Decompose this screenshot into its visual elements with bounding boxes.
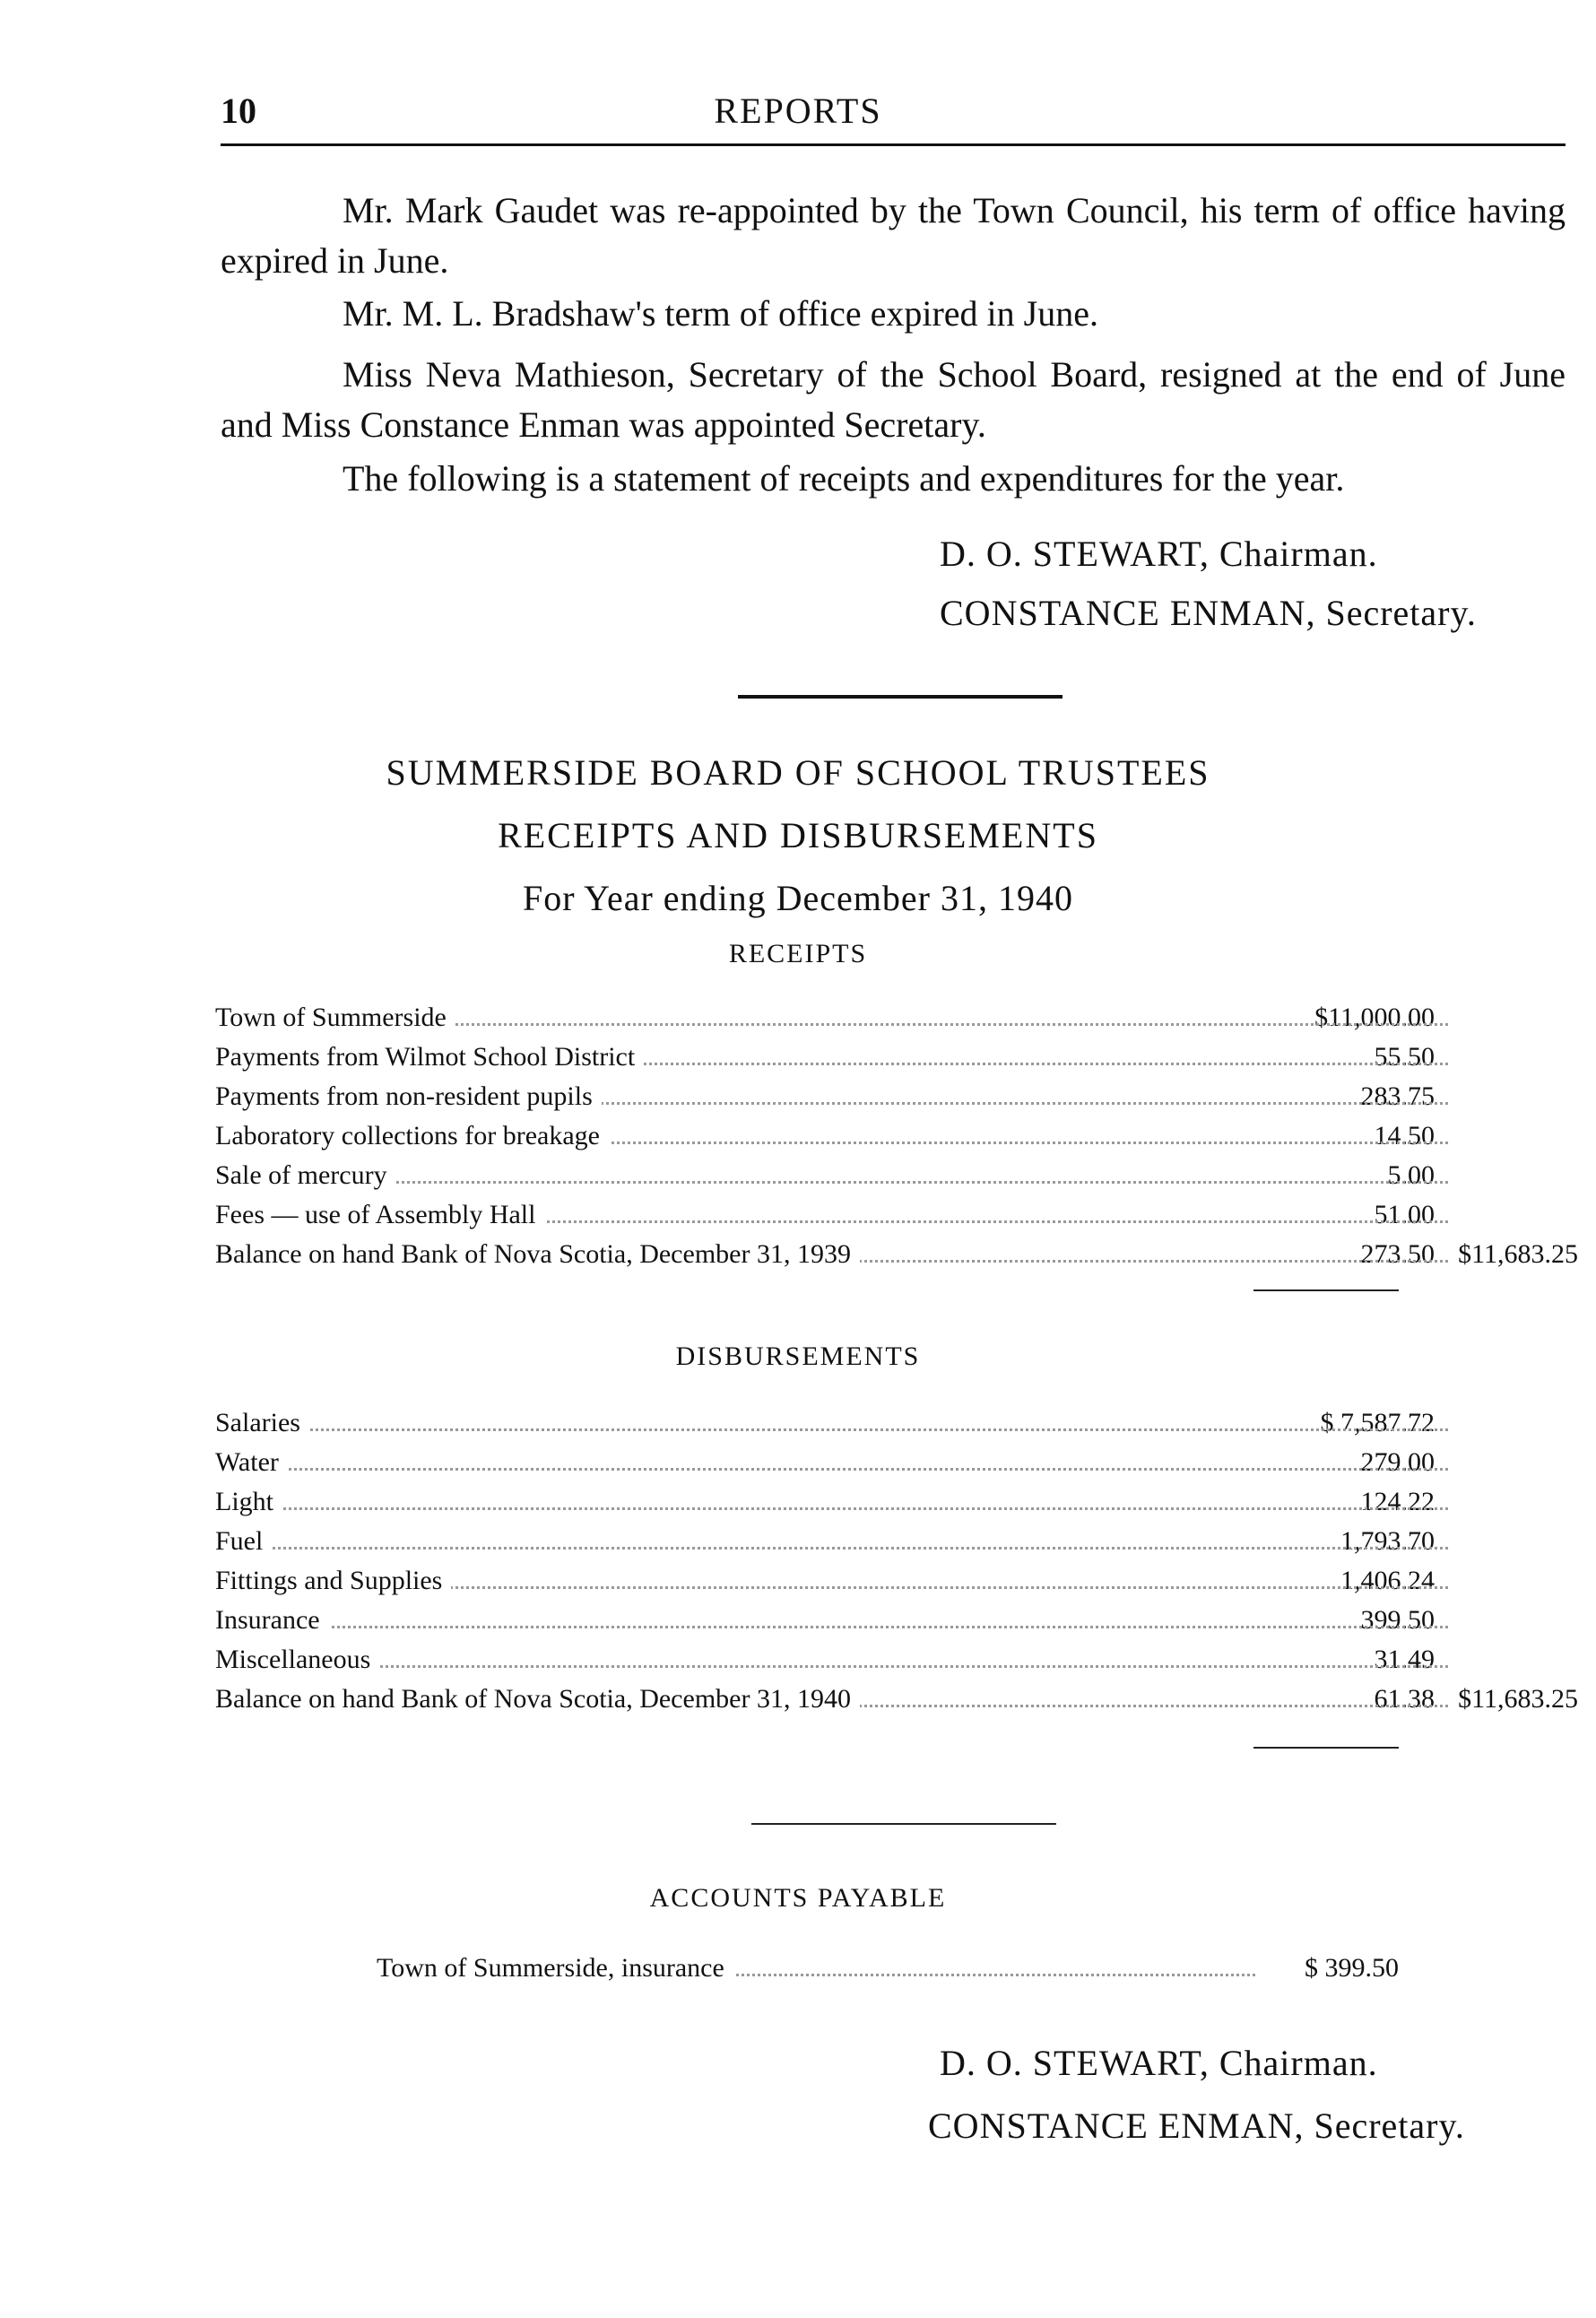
accounts-payable-row xyxy=(377,1953,1399,1992)
signature-secretary: CONSTANCE ENMAN, Secretary. xyxy=(940,593,1477,633)
statement-title: SUMMERSIDE BOARD OF SCHOOL TRUSTEES xyxy=(386,752,1210,793)
row-amount: 273.50 xyxy=(1360,1239,1435,1269)
page-number: 10 xyxy=(221,91,256,131)
dot-leader xyxy=(224,1626,1448,1628)
closing-signature-chairman: D. O. STEWART, Chairman. xyxy=(940,2043,1378,2083)
statement-period: For Year ending December 31, 1940 xyxy=(523,878,1073,918)
row-label: Fees — use of Assembly Hall xyxy=(215,1200,544,1230)
row-label: Insurance xyxy=(215,1605,329,1636)
paragraph-text: Miss Neva Mathieson, Secretary of the School Board, resigned at the end of June and Miss Constance Enman was appointed Secretary. xyxy=(221,354,1566,445)
disbursements-sum-rule xyxy=(1253,1747,1399,1749)
dot-leader xyxy=(224,1507,1448,1510)
row-label: Water xyxy=(215,1447,288,1478)
table-row xyxy=(215,1200,1578,1239)
header-rule xyxy=(221,143,1566,146)
receipts-sum-rule xyxy=(1253,1289,1399,1291)
row-total: $11,683.25 xyxy=(1458,1239,1578,1269)
table-row xyxy=(215,1042,1578,1081)
row-amount: 51.00 xyxy=(1374,1200,1435,1229)
table-row xyxy=(215,1487,1578,1526)
row-label: Miscellaneous xyxy=(215,1645,379,1675)
row-label: Balance on hand Bank of Nova Scotia, December 31, 1939 xyxy=(215,1239,860,1270)
dot-leader xyxy=(224,1665,1448,1668)
row-label: Light xyxy=(215,1487,282,1517)
row-label: Town of Summerside, insurance xyxy=(377,1953,733,1984)
table-row xyxy=(215,1605,1578,1645)
closing-signature-secretary: CONSTANCE ENMAN, Secretary. xyxy=(928,2105,1465,2146)
disbursements-heading: DISBURSEMENTS xyxy=(675,1341,921,1371)
row-amount: $ 7,587.72 xyxy=(1320,1408,1435,1437)
dot-leader xyxy=(224,1428,1448,1431)
receipts-heading: RECEIPTS xyxy=(728,939,868,968)
accounts-payable-heading: ACCOUNTS PAYABLE xyxy=(649,1883,947,1913)
dot-leader xyxy=(224,1468,1448,1471)
row-amount: 399.50 xyxy=(1360,1605,1435,1635)
table-row xyxy=(215,1239,1578,1279)
section-divider-2 xyxy=(751,1823,1056,1825)
section-divider xyxy=(738,695,1063,699)
table-row xyxy=(215,1160,1578,1200)
table-row xyxy=(215,1121,1578,1160)
dot-leader xyxy=(224,1181,1448,1184)
row-amount: 283.75 xyxy=(1360,1081,1435,1111)
row-amount: 61.38 xyxy=(1374,1684,1435,1714)
row-amount: 14.50 xyxy=(1374,1121,1435,1150)
row-label: Fuel xyxy=(215,1526,272,1557)
signature-chairman: D. O. STEWART, Chairman. xyxy=(940,534,1378,574)
row-label: Fittings and Supplies xyxy=(215,1566,451,1596)
table-row xyxy=(215,1566,1578,1605)
table-row xyxy=(215,1081,1578,1121)
row-label: Laboratory collections for breakage xyxy=(215,1121,609,1151)
table-row xyxy=(215,1408,1578,1447)
table-row xyxy=(215,1003,1578,1042)
row-amount: 31.49 xyxy=(1374,1645,1435,1674)
row-label: Town of Summerside xyxy=(215,1003,455,1033)
row-label: Payments from non-resident pupils xyxy=(215,1081,602,1112)
row-amount: 1,793.70 xyxy=(1340,1526,1435,1556)
row-amount: $ 399.50 xyxy=(1305,1953,1399,1983)
row-amount: 1,406.24 xyxy=(1340,1566,1435,1595)
row-amount: 55.50 xyxy=(1374,1042,1435,1072)
paragraph-text: Mr. M. L. Bradshaw's term of office expired in June. xyxy=(343,293,1098,334)
table-row xyxy=(215,1447,1578,1487)
row-total: $11,683.25 xyxy=(1458,1684,1578,1714)
table-row xyxy=(215,1526,1578,1566)
paragraph-statement-intro xyxy=(221,454,1566,504)
row-label: Balance on hand Bank of Nova Scotia, December 31, 1940 xyxy=(215,1684,860,1715)
table-row xyxy=(215,1645,1578,1684)
dot-leader xyxy=(224,1547,1448,1550)
paragraph-bradshaw xyxy=(221,289,1566,339)
row-amount: 279.00 xyxy=(1360,1447,1435,1477)
row-label: Salaries xyxy=(215,1408,309,1438)
row-amount: $11,000.00 xyxy=(1314,1003,1435,1032)
paragraph-text: Mr. Mark Gaudet was re-appointed by the Town Council, his term of office having expired in June. xyxy=(221,190,1566,281)
paragraph-gaudet xyxy=(221,186,1566,286)
row-amount: 124.22 xyxy=(1360,1487,1435,1516)
statement-subtitle: RECEIPTS AND DISBURSEMENTS xyxy=(498,815,1098,855)
table-row xyxy=(215,1684,1578,1723)
paragraph-mathieson xyxy=(221,350,1566,450)
row-amount: 5.00 xyxy=(1387,1160,1435,1190)
row-label: Sale of mercury xyxy=(215,1160,396,1191)
running-header: REPORTS xyxy=(714,91,882,131)
paragraph-text: The following is a statement of receipts and expenditures for the year. xyxy=(343,458,1345,499)
row-label: Payments from Wilmot School District xyxy=(215,1042,644,1072)
